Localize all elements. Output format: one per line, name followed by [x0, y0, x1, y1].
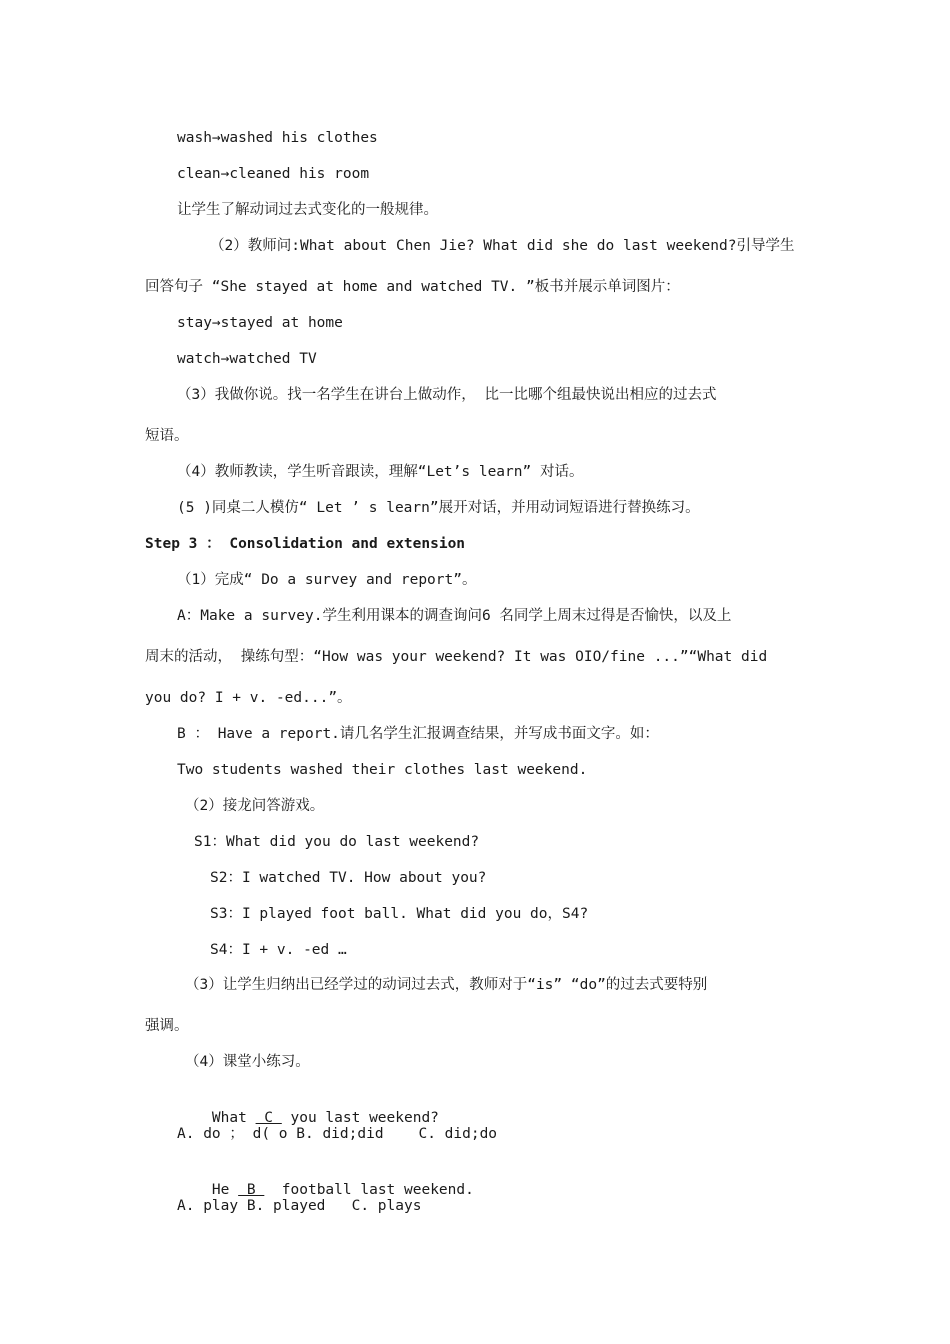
question-text: What: [211, 1110, 256, 1126]
question-text: He: [211, 1182, 239, 1198]
text-line: 强调。: [145, 1018, 189, 1034]
text-line: （4）教师教读，学生听音跟读，理解“Let’s learn” 对话。: [177, 464, 584, 480]
text-line: （3）我做你说。找一名学生在讲台上做动作， 比一比哪个组最快说出相应的过去式: [177, 387, 717, 403]
text-line: （4）课堂小练习。: [185, 1054, 310, 1070]
text-line: 周末的活动， 操练句型：“How was your weekend? It was OIO/fine ...”“What did: [145, 649, 768, 665]
exercise-options: A. play B. played C. plays: [177, 1198, 422, 1214]
text-line: A：Make a survey.学生利用课本的调查询问6 名同学上周末过得是否愉快，以及上: [177, 608, 732, 624]
text-line: S1：What did you do last weekend?: [194, 834, 480, 850]
text-line: you do? I + v. -ed...”。: [145, 690, 352, 706]
text-line: 短语。: [145, 428, 189, 444]
question-text: football last weekend.: [264, 1182, 474, 1198]
text-line: watch→watched TV: [177, 351, 317, 367]
answer-blank: C: [255, 1110, 282, 1126]
text-line: (5 )同桌二人模仿“ Let ’ s learn”展开对话，并用动词短语进行替换练习。: [177, 500, 700, 516]
text-line: wash→washed his clothes: [177, 130, 378, 146]
text-line: clean→cleaned his room: [177, 166, 370, 182]
question-text: you last weekend?: [281, 1110, 439, 1126]
text-line: S4：I + v. -ed …: [210, 942, 347, 958]
text-line: stay→stayed at home: [177, 315, 343, 331]
text-line: 回答句子 “She stayed at home and watched TV. ”板书并展示单词图片：: [145, 279, 680, 295]
text-line: （2）教师问:What about Chen Jie? What did she do last weekend?引导学生: [210, 238, 795, 254]
text-line: （1）完成“ Do a survey and report”。: [177, 572, 477, 588]
text-line: S2：I watched TV. How about you?: [210, 870, 487, 886]
exercise-options: A. do ； d( o B. did;did C. did;do: [177, 1126, 498, 1142]
text-line: （2）接龙问答游戏。: [185, 798, 325, 814]
text-line: （3）让学生归纳出已经学过的动词过去式，教师对于“is” “do”的过去式要特别: [185, 977, 708, 993]
section-heading: Step 3 ： Consolidation and extension: [145, 536, 466, 552]
text-line: S3：I played foot ball. What did you do，S4?: [210, 906, 589, 922]
answer-blank: B: [238, 1182, 265, 1198]
text-line: Two students washed their clothes last weekend.: [177, 762, 588, 778]
text-line: B ： Have a report.请几名学生汇报调查结果，并写成书面文字。如：: [177, 726, 659, 742]
text-line: 让学生了解动词过去式变化的一般规律。: [177, 202, 438, 218]
